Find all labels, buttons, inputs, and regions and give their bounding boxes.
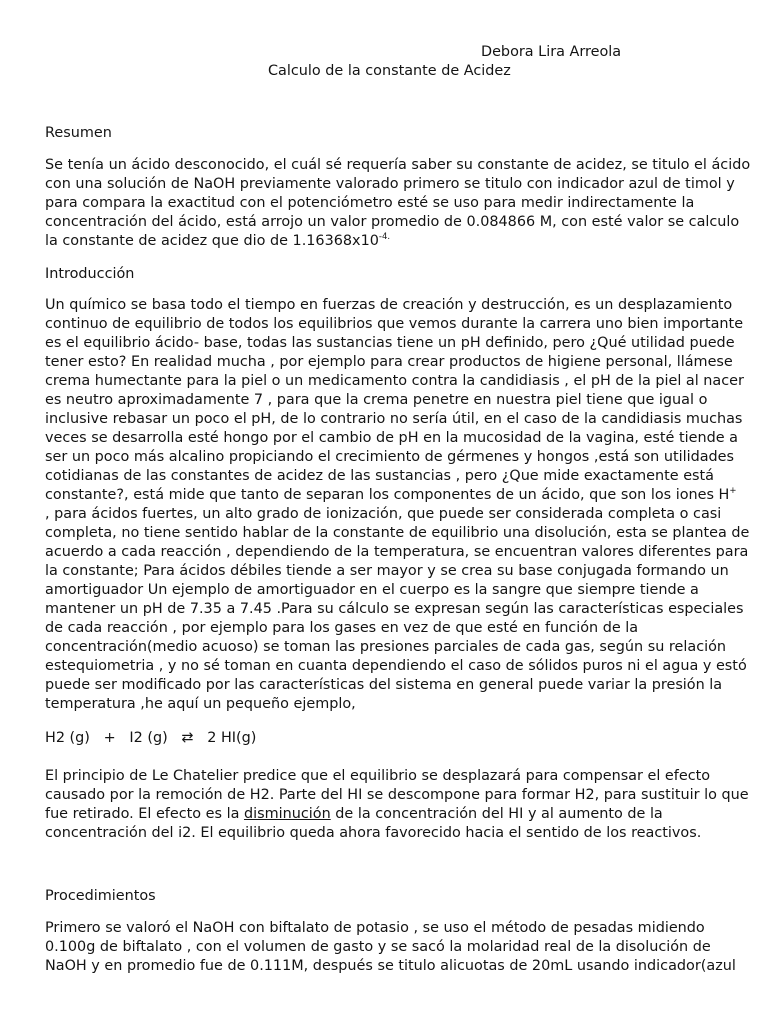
intro-line: estequiometria , y no sé toman en cuanta dependiendo el caso de sólidos puros ni el agua y estó — [45, 658, 747, 674]
proc-line: Primero se valoró el NaOH con biftalato de potasio , se uso el método de pesadas midiendo — [45, 920, 705, 936]
intro-line: continuo de equilibrio de todos los equilibrios que vemos durante la carrera uno bien importante — [45, 316, 744, 332]
intro-line: crema humectante para la piel o un medicamento contra la candidiasis , el pH de la piel al nacer — [45, 373, 744, 389]
resumen-line-text: la constante de acidez que dio de 1.16368x10 — [45, 233, 379, 249]
intro-line: inclusive rebasar un poco el pH, de lo contrario no sería útil, en el caso de la candidiasis muchas — [45, 411, 743, 427]
intro-line: temperatura ,he aquí un pequeño ejemplo, — [45, 696, 356, 712]
chatelier-line: concentración del i2. El equilibrio queda ahora favorecido hacia el sentido de los reactivos. — [45, 825, 702, 841]
intro-line: ser un poco más alcalino propiciando el crecimiento de gérmenes y hongos ,está son utilidades — [45, 449, 735, 465]
intro-line: , para ácidos fuertes, un alto grado de ionización, que puede ser considerada completa o casi — [45, 506, 722, 522]
intro-line: puede ser modificado por las características del sistema en general puede variar la presión la — [45, 677, 723, 693]
resumen-line: para compara la exactitud con el potenciómetro esté se uso para medir indirectamente la — [45, 195, 695, 211]
intro-line: concentración(medio acuoso) se toman las presiones parciales de cada gas, según su relación — [45, 639, 727, 655]
intro-line: Un químico se basa todo el tiempo en fuerzas de creación y destrucción, es un desplazamiento — [45, 297, 733, 313]
proc-line: NaOH y en promedio fue de 0.111M, después se titulo alicuotas de 20mL usando indicador(azul — [45, 958, 736, 974]
introduccion-paragraph — [45, 296, 750, 714]
intro-line: veces se desarrolla esté hongo por el cambio de pH en la mucosidad de la vagina, esté tiende a — [45, 430, 738, 446]
resumen-line: con una solución de NaOH previamente valorado primero se titulo con indicador azul de timol y — [45, 176, 735, 192]
chatelier-text: de la concentración del HI y al aumento de la — [330, 806, 663, 822]
resumen-line: concentración del ácido, está arrojo un valor promedio de 0.084866 M, con esté valor se calculo — [45, 214, 740, 230]
chatelier-line: El principio de Le Chatelier predice que el equilibrio se desplazará para compensar el efecto — [45, 768, 711, 784]
ion-charge-superscript: + — [729, 486, 737, 497]
proc-line: 0.100g de biftalato , con el volumen de gasto y se sacó la molaridad real de la disolución de — [45, 939, 711, 955]
resumen-line: Se tenía un ácido desconocido, el cuál sé requería saber su constante de acidez, se titulo el ácido — [45, 157, 751, 173]
resumen-paragraph — [45, 156, 751, 251]
intro-line-ion — [45, 486, 735, 505]
intro-line: es el equilibrio ácido- base, todas las sustancias tiene un pH definido, pero ¿Qué utilidad puede — [45, 335, 735, 351]
chemical-equation: H2 (g) + I2 (g) ⇄ 2 HI(g) — [45, 730, 257, 746]
chatelier-text: fue retirado. El efecto es la — [45, 806, 244, 822]
intro-line-text: constante?, está mide que tanto de separan los componentes de un ácido, que son los iones H — [45, 487, 730, 503]
procedimientos-paragraph — [45, 919, 735, 976]
intro-line: completa, no tiene sentido hablar de la constante de equilibrio una disolución, esta se plantea de — [45, 525, 750, 541]
intro-line: acuerdo a cada reacción , dependiendo de la temperatura, se encuentran valores diferentes para — [45, 544, 749, 560]
introduccion-heading: Introducción — [45, 266, 135, 282]
intro-line: es neutro aproximadamente 7 , para que la crema penetre en nuestra piel tiene que igual o — [45, 392, 708, 408]
chatelier-line: causado por la remoción de H2. Parte del HI se descompone para formar H2, para sustituir lo que — [45, 787, 749, 803]
intro-line: amortiguador Un ejemplo de amortiguador en el cuerpo es la sangre que siempre tiende a — [45, 582, 699, 598]
exponent-superscript: -4. — [378, 232, 391, 243]
intro-line: tener esto? En realidad mucha , por ejemplo para crear productos de higiene personal, llámese — [45, 354, 733, 370]
chatelier-line-underlined — [45, 805, 735, 824]
author-name: Debora Lira Arreola — [481, 44, 622, 60]
document-title: Calculo de la constante de Acidez — [268, 63, 511, 79]
resumen-line-last — [45, 232, 735, 251]
procedimientos-heading: Procedimientos — [45, 888, 156, 904]
intro-line: la constante; Para ácidos débiles tiende a ser mayor y se crea su base conjugada formando un — [45, 563, 729, 579]
resumen-heading: Resumen — [45, 125, 112, 141]
underlined-word: disminución — [243, 806, 331, 822]
intro-line: mantener un pH de 7.35 a 7.45 .Para su cálculo se expresan según las características especiales — [45, 601, 744, 617]
intro-line: de cada reacción , por ejemplo para los gases en vez de que esté en función de la — [45, 620, 639, 636]
chatelier-paragraph — [45, 767, 749, 843]
intro-line: cotidianas de las constantes de acidez de las sustancias , pero ¿Que mide exactamente está — [45, 468, 715, 484]
